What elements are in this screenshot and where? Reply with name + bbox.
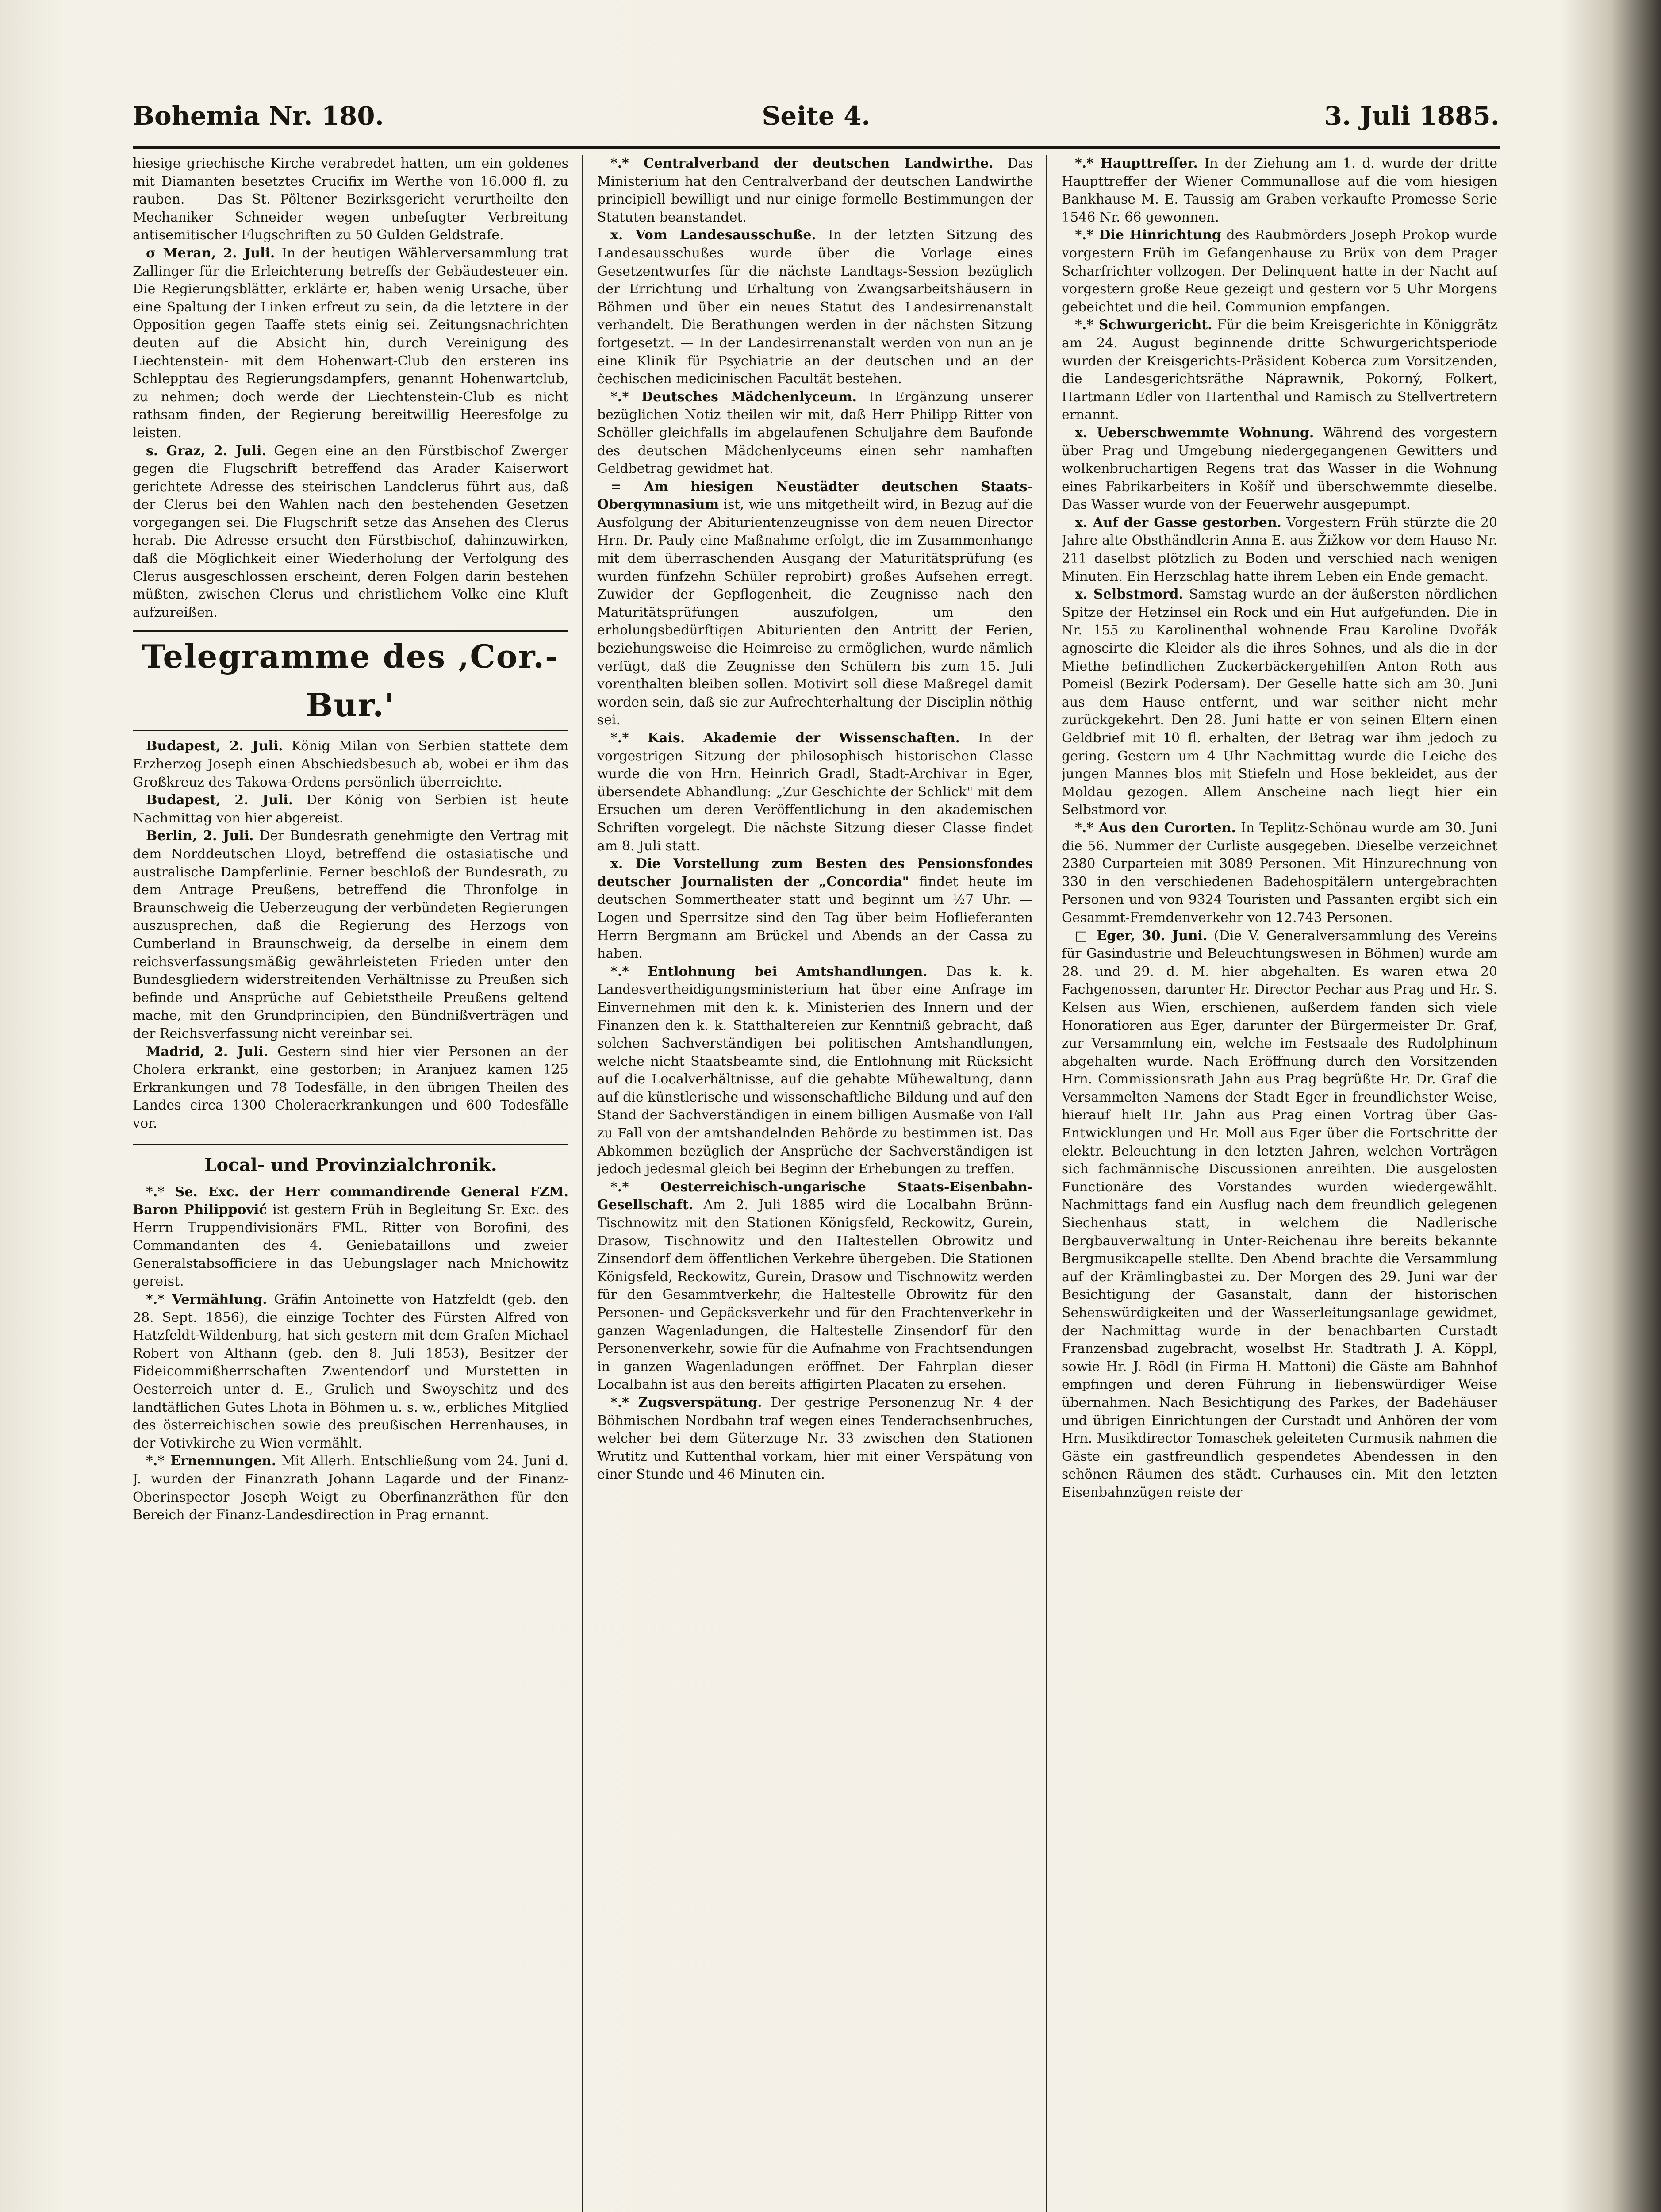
article-text: hiesige griechische Kirche verabredet hatten, um ein goldenes mit Diamanten besetztes Crucifix im Werthe von 16.000 fl. zu rauben. — Das St. Pöltener Bezirksgericht verurtheilte den Mechaniker Schneider wegen unbefugter Verbreitung antisemitischer Flugschriften zu 50 Gulden Geldstrafe. bbox=[133, 156, 568, 243]
article-heading: *.* Entlohnung bei Amtshandlungen. bbox=[610, 964, 928, 979]
article-heading: *.* Kais. Akademie der Wissenschaften. bbox=[610, 730, 960, 746]
article-paragraph bbox=[1062, 819, 1497, 927]
article-paragraph bbox=[597, 1394, 1033, 1484]
column-3 bbox=[1062, 155, 1497, 2212]
article-heading: x. Auf der Gasse gestorben. bbox=[1075, 515, 1282, 530]
article-heading: *.* Deutsches Mädchenlyceum. bbox=[610, 389, 857, 405]
article-text: Gestern sind hier vier Personen an der Cholera erkrankt, eine gestorben; in Aranjuez kamen 125 Erkrankungen und 78 Todesfälle, in den übrigen Theilen des Landes circa 1300 Choleraerkrankungen und 600 Todesfälle vor. bbox=[133, 1044, 568, 1131]
header-publication: Bohemia Nr. 180. bbox=[133, 101, 384, 131]
article-paragraph bbox=[597, 1179, 1033, 1394]
article-heading: *.* Aus den Curorten. bbox=[1075, 820, 1236, 836]
article-text: des Raubmörders Joseph Prokop wurde vorgestern Früh im Gefangenhause zu Brüx von dem Prager Scharfrichter vollzogen. Der Delinquent hatte in der Nacht auf vorgestern große Reue gezeigt und gestern vor 5 Uhr Morgens gebeichtet und die heil. Communion empfangen. bbox=[1062, 227, 1497, 315]
article-paragraph bbox=[1062, 514, 1497, 586]
column-rule bbox=[582, 155, 583, 2212]
article-text: Samstag wurde an der äußersten nördlichen Spitze der Hetzinsel ein Rock und ein Hut aufgefunden. Die in Nr. 155 zu Karolinenthal wohnende Frau Karoline Dvořák agnoscirte die Kleider als die ihres Sohnes, und als die in der Miethe befindlichen Zuckerbäckergehilfen Anton Roth aus Pomeisl (Bezirk Podersam). Der Geselle hatte sich am 30. Juni aus dem Hause entfernt, und war seither nicht mehr zurückgekehrt. Den 28. Juni hatte er von seinen Eltern einen Geldbrief mit 10 fl. erhalten, der Betrag war ihm jedoch zu gering. Gestern um 4 Uhr Nachmittag wurde die Leiche des jungen Mannes blos mit Stiefeln und Hose bekleidet, aus der Moldau gezogen. Allem Anscheine nach liegt hier ein Selbstmord vor. bbox=[1062, 587, 1497, 818]
article-text: Der König von Serbien ist heute Nachmittag von hier abgereist. bbox=[133, 792, 568, 826]
article-heading: *.* Zugsverspätung. bbox=[610, 1394, 762, 1410]
article-text: In Ergänzung unserer bezüglichen Notiz theilen wir mit, daß Herr Philipp Ritter von Schöller gleichfalls im abgelaufenen Schuljahre dem Baufonde des deutschen Mädchenlyceums einen sehr namhaften Geldbetrag gewidmet hat. bbox=[597, 389, 1033, 477]
article-heading: σ Meran, 2. Juli. bbox=[146, 245, 275, 261]
article-paragraph bbox=[597, 855, 1033, 963]
article-heading: *.* Haupttreffer. bbox=[1075, 156, 1198, 171]
telegrams-heading: Telegramme des ‚Cor.-Bur.' bbox=[133, 630, 568, 731]
article-heading: *.* Die Hinrichtung bbox=[1075, 227, 1221, 243]
article-paragraph bbox=[133, 1291, 568, 1452]
article-paragraph bbox=[1062, 586, 1497, 819]
article-heading: *.* Centralverband der deutschen Landwirthe. bbox=[610, 156, 994, 171]
article-paragraph bbox=[597, 478, 1033, 730]
article-text: Der Bundesrath genehmigte den Vertrag mit dem Norddeutschen Lloyd, betreffend die ostasiatische und australische Dampferlinie. Ferner beschloß der Bundesrath, zu dem Antrage Preußens, betreffend die Thronfolge in Braunschweig die Ueberzeugung der verbündeten Regierungen auszusprechen, daß die Regierung des Herzogs von Cumberland in Braunschweig, da derselbe in einem dem reichsverfassungsmäßig gewährleisteten Frieden unter den Bundesgliedern widerstreitenden Verhältnisse zu Preußen sich befinde und Ansprüche auf Gebietstheile Preußens geltend mache, mit den Grundprincipien, den Bündnißverträgen und der Reichsverfassung nicht vereinbar sei. bbox=[133, 828, 568, 1041]
header-page-number: Seite 4. bbox=[762, 101, 871, 131]
article-heading: = Am hiesigen Neustädter deutschen Staats-Obergymnasium bbox=[597, 479, 1033, 513]
newspaper-page bbox=[106, 66, 1504, 2212]
article-text: Der gestrige Personenzug Nr. 4 der Böhmischen Nordbahn traf wegen eines Tenderachsenbruches, welcher bei dem Güterzuge Nr. 33 zwischen den Stationen Wrutitz und Kuttenthal vorkam, hier mit einer Verspätung von einer Stunde und 46 Minuten ein. bbox=[597, 1394, 1033, 1482]
article-heading: Budapest, 2. Juli. bbox=[146, 738, 283, 754]
article-heading: x. Ueberschwemmte Wohnung. bbox=[1075, 425, 1314, 441]
local-chronicle-list bbox=[133, 1183, 568, 1525]
local-chronicle-heading: Local- und Provinzialchronik. bbox=[133, 1144, 568, 1181]
article-text: Vorgestern Früh stürzte die 20 Jahre alte Obsthändlerin Anna E. aus Žižkow vor dem Hause Nr. 211 daselbst plötzlich zu Boden und verschied nach wenigen Minuten. Ein Herzschlag hatte ihrem Leben ein Ende gemacht. bbox=[1062, 515, 1497, 584]
article-paragraph bbox=[597, 388, 1033, 478]
article-paragraph bbox=[133, 827, 568, 1043]
article-text: König Milan von Serbien stattete dem Erzherzog Joseph einen Abschiedsbesuch ab, wobei er ihm das Großkreuz des Takowa-Ordens persönlich überreichte. bbox=[133, 738, 568, 790]
article-text: In der Ziehung am 1. d. wurde der dritte Haupttreffer der Wiener Communallose auf die vom hiesigen Bankhause M. E. Taussig am Graben verkaufte Promesse Serie 1546 Nr. 66 gewonnen. bbox=[1062, 156, 1497, 225]
article-text: ist, wie uns mitgetheilt wird, in Bezug auf die Ausfolgung der Abiturientenzeugnisse von dem neuen Director Hrn. Dr. Pauly eine Maßnahme erfolgt, die im Zusammenhange mit dem überraschenden Ausgang der Maturitätsprüfung (es wurden fünfzehn Schüler reprobirt) großes Aufsehen erregt. Zuwider der Gepflogenheit, die Zeugnisse nach den Maturitätsprüfungen auszufolgen, um den erholungsbedürftigen Abiturienten den Antritt der Ferien, beziehungsweise die Heimreise zu ermöglichen, wurde nämlich verfügt, daß die Zeugnisse den Schülern bis zum 15. Juli vorenthalten bleiben sollen. Motivirt soll diese Maßregel damit worden sein, daß sie zur Aufrechterhaltung der Disciplin nöthig sei. bbox=[597, 497, 1033, 728]
article-paragraph bbox=[133, 737, 568, 791]
article-heading: *.* Ernennungen. bbox=[146, 1453, 276, 1469]
article-heading: Budapest, 2. Juli. bbox=[146, 792, 293, 808]
page-header bbox=[133, 93, 1500, 149]
article-paragraph bbox=[133, 791, 568, 827]
header-date: 3. Juli 1885. bbox=[1324, 101, 1500, 131]
column-rule bbox=[1046, 155, 1047, 2212]
article-text: findet heute im deutschen Sommertheater statt und beginnt um ½7 Uhr. — Logen und Sperrsitze sind den Tag über beim Hoflieferanten Herrn Bergmann am Brückel und Abends an der Cassa zu haben. bbox=[597, 874, 1033, 962]
article-text: Für die beim Kreisgerichte in Königgrätz am 24. August beginnende dritte Schwurgerichtsperiode wurden der Kreisgerichts-Präsident Koberca zum Vorsitzenden, die Landesgerichtsräthe Náprawnik, Pokorný, Folkert, Hartmann Edler von Hartenthal und Ramisch zu Stellvertretern ernannt. bbox=[1062, 317, 1497, 423]
article-heading: *.* Oesterreichisch-ungarische Staats-Eisenbahn-Gesellschaft. bbox=[597, 1179, 1033, 1213]
article-heading: Madrid, 2. Juli. bbox=[146, 1044, 269, 1060]
article-paragraph bbox=[1062, 424, 1497, 514]
article-heading: s. Graz, 2. Juli. bbox=[146, 443, 266, 459]
article-heading: □ Eger, 30. Juni. bbox=[1075, 928, 1208, 944]
article-heading: x. Selbstmord. bbox=[1075, 587, 1183, 603]
article-text: Das k. k. Landesvertheidigungsministerium hat über eine Anfrage im Einvernehmen mit den k. k. Ministerien des Innern und der Finanzen den k. k. Statthaltereien zur Kenntniß gebracht, daß solchen Sachverständigen bei politischen Amtshandlungen, welche nicht Staatsbeamte sind, die Entlohnung mit Rücksicht auf die Localverhältnisse, auf die gehabte Mühewaltung, dann auf die künstlerische und wissenschaftliche Bildung und auf den Stand der Sachverständigen in einem billigen Ausmaße von Fall zu Fall von der amtshandelnden Behörde zu bestimmen ist. Das Abkommen bezüglich der Ansprüche der Sachverständigen ist jedoch jedesmal gleich bei Beginn der Erhebungen zu treffen. bbox=[597, 964, 1033, 1177]
article-text: In der vorgestrigen Sitzung der philosophisch historischen Classe wurde die von Hrn. Heinrich Gradl, Stadt-Archivar in Eger, übersendete Abhandlung: „Zur Geschichte der Schlick" mit dem Ersuchen um deren Veröffentlichung in den akademischen Schriften vorgelegt. Die nächste Sitzung dieser Classe findet am 8. Juli statt. bbox=[597, 730, 1033, 854]
article-text: In Teplitz-Schönau wurde am 30. Juni die 56. Nummer der Curliste ausgegeben. Dieselbe verzeichnet 2380 Curparteien mit 3089 Personen. Mit Hinzurechnung von 330 in den verschiedenen Badehospitälern untergebrachten Personen und von 9324 Touristen und Passanten ergibt sich ein Gesammt-Fremdenverkehr von 12.743 Personen. bbox=[1062, 820, 1497, 926]
article-text: Mit Allerh. Entschließung vom 24. Juni d. J. wurden der Finanzrath Johann Lagarde und der Finanz-Oberinspector Joseph Weigt zu Oberfinanzräthen für den Bereich der Finanz-Landesdirection in Prag ernannt. bbox=[133, 1453, 568, 1523]
article-text: In der letzten Sitzung des Landesausschußes wurde über die Vorlage eines Gesetzentwurfes für die nächste Landtags-Session bezüglich der Errichtung und Erhaltung von Zwangsarbeitshäusern in Böhmen und über ein neues Statut des Landesirrenanstalt verhandelt. Die Berathungen werden in der nächsten Sitzung fortgesetzt. — In der Landesirrenanstalt werden von nun an je eine Klinik für Psychiatrie an der deutschen und an der čechischen medicinischen Facultät bestehen. bbox=[597, 227, 1033, 387]
article-heading: *.* Schwurgericht. bbox=[1075, 317, 1212, 333]
article-paragraph bbox=[1062, 227, 1497, 316]
article-paragraph bbox=[1062, 316, 1497, 424]
telegrams-list bbox=[133, 737, 568, 1133]
article-text: (Die V. Generalversammlung des Vereins für Gasindustrie und Beleuchtungswesen in Böhmen) wurde am 28. und 29. d. M. hier abgehalten. Es waren etwa 20 Fachgenossen, darunter Hr. Director Pechar aus Prag und Hr. S. Kelsen aus Wien, erschienen, außerdem fanden sich viele Honoratioren aus Eger, darunter der Bürgermeister Dr. Graf, zur Versammlung ein, welche im Festsaale des Rudolphinum abgehalten wurde. Nach Eröffnung durch den Vorsitzenden Hrn. Commissionsrath Jahn aus Prag begrüßte Hr. Dr. Graf die Versammelten Namens der Stadt Eger in freundlichster Weise, hierauf hielt Hr. Jahn aus Prag einen Vortrag über Gas-Entwicklungen und Hr. Moll aus Eger über die Fortschritte der elektr. Beleuchtung in den letzten Jahren, welchen Vorträgen sich fachmännische Discussionen anreihten. Die ausgelosten Functionäre des Vorstandes wurden wiedergewählt. Nachmittags fand ein Ausflug nach dem freundlich gelegenen Siechenhaus statt, in welchem die Nadlerische Bergbauverwaltung in Unter-Reichenau ihre bereits bekannte Bergmusikcapelle stellte. Den Abend brachte die Versammlung auf der Krämlingbastei zu. Der Morgen des 29. Juni war der Besichtigung der Gasanstalt, dann der historischen Sehenswürdigkeiten und der Wasserleitungsanlage gewidmet, der Nachmittag wurde in der benachbarten Curstadt Franzensbad zugebracht, woselbst Hr. Stadtrath J. A. Köppl, sowie Hr. J. Rödl (in Firma H. Mattoni) die Gäste am Bahnhof empfingen und deren Führung in liebenswürdiger Weise übernahmen. Nach Besichtigung des Parkes, der Badehäuser und übrigen Einrichtungen der Curstadt und Anhören der vom Hrn. Musikdirector Tomaschek geleiteten Curmusik nahmen die Gäste ein gastfreundlich gespendetes Abendessen in den schönen Räumen des städt. Curhauses ein. Mit den letzten Eisenbahnzügen reiste der bbox=[1062, 928, 1497, 1500]
article-heading: x. Vom Landesausschuße. bbox=[610, 227, 816, 243]
article-heading: Berlin, 2. Juli. bbox=[146, 828, 254, 844]
article-paragraph bbox=[133, 1452, 568, 1524]
column-1-articles bbox=[133, 155, 568, 622]
article-paragraph bbox=[133, 245, 568, 442]
article-paragraph bbox=[597, 963, 1033, 1179]
article-text: Das Ministerium hat den Centralverband der deutschen Landwirthe principiell bewilligt und nur einige formelle Bestimmungen der Statuten beanstandet. bbox=[597, 156, 1033, 225]
article-paragraph bbox=[133, 1043, 568, 1133]
article-paragraph bbox=[1062, 155, 1497, 227]
article-paragraph bbox=[133, 442, 568, 622]
column-2 bbox=[597, 155, 1033, 2212]
article-text: ist gestern Früh in Begleitung Sr. Exc. des Herrn Truppendivisionärs FML. Ritter von Borofini, des Commandanten des 4. Geniebataillons und zweier Generalstabsofficiere in das Uebungslager nach Mnichowitz gereist. bbox=[133, 1202, 568, 1290]
article-paragraph bbox=[597, 730, 1033, 855]
article-text: Am 2. Juli 1885 wird die Localbahn Brünn-Tischnowitz mit den Stationen Königsfeld, Reckowitz, Gurein, Drasow, Tischnowitz und den Haltestellen Obrowitz und Zinsendorf dem öffentlichen Verkehre übergeben. Die Stationen Königsfeld, Reckowitz, Gurein, Drasow und Tischnowitz werden für den Gesammtverkehr, die Haltestelle Obrowitz für den Personen- und Gepäcksverkehr und für den Frachtenverkehr in ganzen Wagenladungen, die Haltestelle Zinsendorf für den Personenverkehr, sowie für die Aufnahme von Frachtsendungen in ganzen Wagenladungen eröffnet. Der Fahrplan dieser Localbahn ist aus den bereits affigirten Placaten zu ersehen. bbox=[597, 1197, 1033, 1393]
article-paragraph bbox=[133, 155, 568, 245]
article-text: Gräfin Antoinette von Hatzfeldt (geb. den 28. Sept. 1856), die einzige Tochter des Fürsten Alfred von Hatzfeldt-Wildenburg, hat sich gestern mit dem Grafen Michael Robert von Althann (geb. den 8. Juli 1853), Besitzer der Fideicommißherrschaften Zwentendorf und Murstetten in Oesterreich unter d. E., Grulich und Swoyschitz und des landtäflichen Gutes Lhota in Böhmen u. s. w., erbliches Mitglied des österreichischen sowie des preußischen Herrenhauses, in der Votivkirche zu Wien vermählt. bbox=[133, 1292, 568, 1451]
article-heading: *.* Se. Exc. der Herr commandirende General FZM. Baron Philippović bbox=[133, 1184, 568, 1218]
column-1 bbox=[133, 155, 568, 2212]
article-text: Während des vorgestern über Prag und Umgebung niedergegangenen Gewitters und wolkenbruchartigen Regens trat das Wasser in die Wohnung eines Fabrikarbeiters in Košíř und überschwemmte dieselbe. Das Wasser wurde von der Feuerwehr ausgepumpt. bbox=[1062, 425, 1497, 513]
article-paragraph bbox=[133, 1183, 568, 1291]
article-paragraph bbox=[597, 227, 1033, 388]
article-paragraph bbox=[597, 155, 1033, 227]
article-text: In der heutigen Wählerversammlung trat Zallinger für die Erleichterung betreffs der Gebäudesteuer ein. Die Regierungsblätter, erklärte er, haben wenig Ursache, über eine Spaltung der Linken erfreut zu sein, da die letztere in der Opposition gegen Taaffe stets einig sei. Zeitungsnachrichten deuten auf die Absicht hin, durch Vereinigung des Liechtenstein- mit dem Hohenwart-Club den ersteren ins Schlepptau des Regierungsdampfers, genannt Hohenwartclub, zu nehmen; doch werde der Liechtenstein-Club es nicht rathsam finden, der Regierung bereitwillig Heeresfolge zu leisten. bbox=[133, 245, 568, 441]
article-heading: x. Die Vorstellung zum Besten des Pensionsfondes deutscher Journalisten der „Concordia" bbox=[597, 856, 1033, 890]
article-paragraph bbox=[1062, 927, 1497, 1502]
article-text: Gegen eine an den Fürstbischof Zwerger gegen die Flugschrift betreffend das Arader Kaiserwort gerichtete Adresse des steirischen Landclerus führt aus, daß der Clerus bei den Wahlen nach den bestehenden Gesetzen vorgegangen sei. Die Flugschrift setze das Ansehen des Clerus herab. Die Adresse ersucht den Fürstbischof, dahinzuwirken, daß die Möglichkeit einer Wiederholung der Verfolgung des Clerus ausgeschlossen erscheint, deren Folgen darin bestehen müßten, zwischen Clerus und christlichem Volke eine Kluft aufzureißen. bbox=[133, 443, 568, 620]
article-heading: *.* Vermählung. bbox=[146, 1292, 267, 1308]
